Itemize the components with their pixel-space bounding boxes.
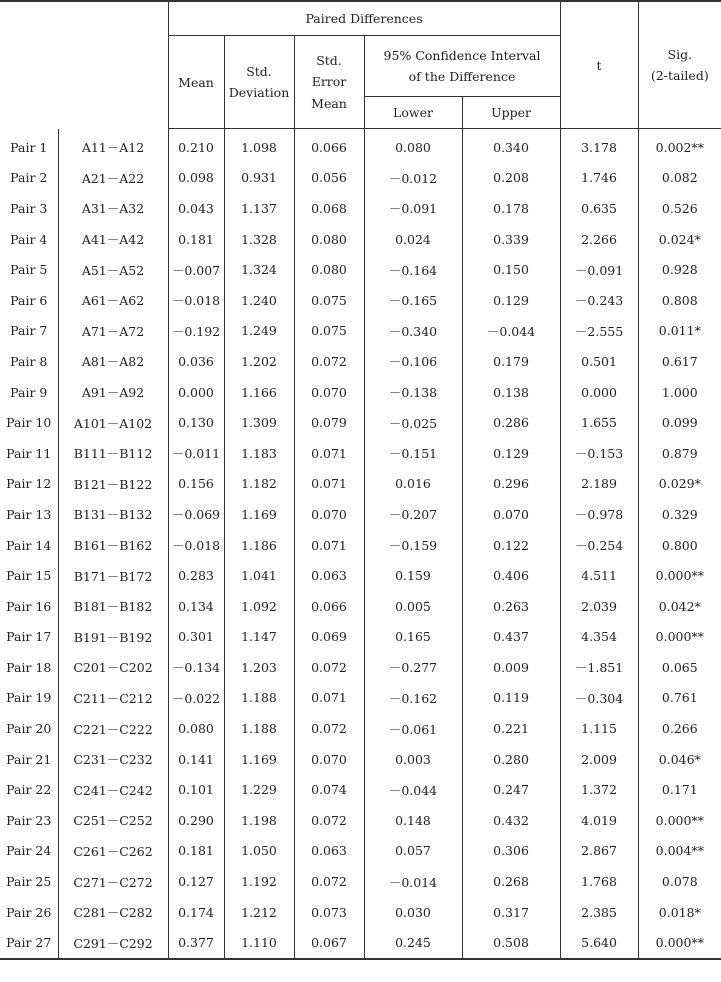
mean-cell: －0.018 — [168, 285, 224, 316]
table-row — [0, 469, 721, 500]
header-std-deviation-line2: Deviation — [228, 85, 290, 100]
variable-pair: C261－C262 — [58, 836, 168, 867]
table-row — [0, 836, 721, 867]
ci-upper-cell: 0.268 — [462, 866, 560, 897]
ci-upper-cell: 0.286 — [462, 407, 560, 438]
pair-label: Pair 27 — [0, 927, 58, 959]
std-deviation-cell: 1.050 — [224, 836, 294, 867]
variable-pair: C201－C202 — [58, 652, 168, 683]
mean-cell: 0.036 — [168, 346, 224, 377]
variable-pair: A21－A22 — [58, 163, 168, 194]
t-value-cell: －0.978 — [560, 499, 638, 530]
header-ci-line2: of the Difference — [408, 69, 516, 84]
pair-label: Pair 7 — [10, 323, 48, 339]
std-deviation-cell: 1.182 — [224, 469, 294, 500]
header-sig-line2: (2-tailed) — [650, 68, 709, 83]
t-value-cell: 1.746 — [560, 163, 638, 194]
table-row — [0, 927, 721, 959]
table-row — [0, 224, 721, 255]
mean-cell: 0.290 — [168, 805, 224, 836]
header-std-error-line2: Error — [311, 74, 347, 90]
t-value-cell: 3.178 — [560, 129, 638, 163]
std-error-cell: 0.075 — [294, 316, 364, 347]
header-sig-line1: Sig. — [667, 46, 693, 62]
variable-pair: C271－C272 — [58, 866, 168, 897]
header-paired-differences: Paired Differences — [168, 1, 560, 36]
table-row — [0, 285, 721, 316]
std-deviation-cell: 1.110 — [224, 927, 294, 959]
ci-upper-cell: 0.437 — [462, 622, 560, 653]
significance-cell: 0.617 — [638, 346, 721, 377]
t-value-cell: －1.851 — [560, 652, 638, 683]
t-value-cell: 0.000 — [560, 377, 638, 408]
mean-cell: 0.181 — [168, 224, 224, 255]
ci-lower-cell: －0.091 — [364, 193, 462, 224]
ci-upper-cell: 0.122 — [462, 530, 560, 561]
header-upper: Upper — [462, 97, 560, 129]
ci-upper-cell: 0.179 — [462, 346, 560, 377]
mean-cell: 0.141 — [168, 744, 224, 775]
table-row — [0, 744, 721, 775]
table-row — [0, 530, 721, 561]
significance-cell: 0.761 — [638, 683, 721, 714]
std-error-cell: 0.072 — [294, 866, 364, 897]
variable-pair: C221－C222 — [58, 713, 168, 744]
ci-lower-cell: －0.277 — [364, 652, 462, 683]
table-row — [0, 805, 721, 836]
std-deviation-cell: 1.188 — [224, 683, 294, 714]
variable-pair: C251－C252 — [58, 805, 168, 836]
std-deviation-cell: 1.202 — [224, 346, 294, 377]
std-error-cell: 0.072 — [294, 713, 364, 744]
pair-label: Pair 20 — [6, 721, 52, 737]
variable-pair: C291－C292 — [58, 927, 168, 959]
t-value-cell: 2.039 — [560, 591, 638, 622]
significance-cell: 0.078 — [638, 866, 721, 897]
header-std-deviation — [224, 36, 294, 129]
mean-cell: 0.181 — [168, 836, 224, 867]
std-error-cell: 0.070 — [294, 377, 364, 408]
header-mean: Mean — [168, 36, 224, 129]
std-error-cell: 0.063 — [294, 836, 364, 867]
ci-lower-cell: －0.162 — [364, 683, 462, 714]
t-value-cell: 1.372 — [560, 774, 638, 805]
pair-label: Pair 2 — [10, 170, 48, 186]
significance-cell: 0.065 — [638, 652, 721, 683]
mean-cell: 0.000 — [168, 377, 224, 408]
table-row — [0, 591, 721, 622]
pair-label: Pair 3 — [10, 200, 48, 216]
std-error-cell: 0.071 — [294, 530, 364, 561]
table-row — [0, 499, 721, 530]
pair-label: Pair 13 — [6, 506, 52, 522]
std-error-cell: 0.063 — [294, 560, 364, 591]
variable-pair: B111－B112 — [58, 438, 168, 469]
ci-upper-cell: 0.317 — [462, 897, 560, 928]
mean-cell: 0.283 — [168, 560, 224, 591]
significance-cell: 0.000** — [638, 927, 721, 959]
significance-cell: 0.042* — [638, 591, 721, 622]
table-row — [0, 193, 721, 224]
std-error-cell: 0.072 — [294, 652, 364, 683]
ci-lower-cell: 0.057 — [364, 836, 462, 867]
pair-label: Pair 11 — [6, 445, 52, 461]
pair-label: Pair 9 — [10, 384, 48, 400]
pair-label: Pair 18 — [6, 659, 52, 675]
mean-cell: －0.192 — [168, 316, 224, 347]
ci-upper-cell: 0.296 — [462, 469, 560, 500]
header-confidence-interval — [364, 36, 560, 97]
std-deviation-cell: 1.212 — [224, 897, 294, 928]
ci-lower-cell: 0.003 — [364, 744, 462, 775]
mean-cell: 0.377 — [168, 927, 224, 959]
table-row — [0, 316, 721, 347]
pair-label: Pair 24 — [6, 843, 52, 859]
header-ci-line1: 95% Confidence Interval — [383, 47, 541, 63]
mean-cell: 0.101 — [168, 774, 224, 805]
t-value-cell: 1.115 — [560, 713, 638, 744]
pair-label: Pair 19 — [6, 690, 52, 706]
ci-upper-cell: 0.432 — [462, 805, 560, 836]
mean-cell: 0.043 — [168, 193, 224, 224]
ci-upper-cell: 0.263 — [462, 591, 560, 622]
mean-cell: 0.127 — [168, 866, 224, 897]
mean-cell: 0.301 — [168, 622, 224, 653]
t-value-cell: 2.189 — [560, 469, 638, 500]
pair-label: Pair 12 — [6, 476, 52, 492]
ci-upper-cell: 0.340 — [462, 129, 560, 163]
variable-pair: A11－A12 — [58, 129, 168, 163]
significance-cell: 0.808 — [638, 285, 721, 316]
ci-upper-cell: 0.129 — [462, 285, 560, 316]
std-error-cell: 0.080 — [294, 254, 364, 285]
ci-upper-cell: 0.208 — [462, 163, 560, 194]
table-row — [0, 438, 721, 469]
ci-upper-cell: 0.280 — [462, 744, 560, 775]
significance-cell: 0.526 — [638, 193, 721, 224]
std-deviation-cell: 1.098 — [224, 129, 294, 163]
table-row — [0, 377, 721, 408]
mean-cell: －0.069 — [168, 499, 224, 530]
significance-cell: 0.004** — [638, 836, 721, 867]
table-row — [0, 129, 721, 163]
std-deviation-cell: 1.183 — [224, 438, 294, 469]
mean-cell: 0.098 — [168, 163, 224, 194]
pair-label: Pair 14 — [6, 537, 52, 553]
std-deviation-cell: 1.188 — [224, 713, 294, 744]
table-row — [0, 652, 721, 683]
header-t: t — [560, 1, 638, 129]
ci-lower-cell: 0.080 — [364, 129, 462, 163]
header-std-error-line1: Std. — [316, 53, 342, 69]
header-std-error-mean — [294, 36, 364, 129]
significance-cell: 0.029* — [638, 469, 721, 500]
significance-cell: 0.024* — [638, 224, 721, 255]
std-error-cell: 0.080 — [294, 224, 364, 255]
std-deviation-cell: 1.240 — [224, 285, 294, 316]
std-error-cell: 0.071 — [294, 469, 364, 500]
std-error-cell: 0.066 — [294, 129, 364, 163]
significance-cell: 0.011* — [638, 316, 721, 347]
table-row — [0, 163, 721, 194]
std-error-cell: 0.070 — [294, 499, 364, 530]
significance-cell: 1.000 — [638, 377, 721, 408]
t-value-cell: －0.304 — [560, 683, 638, 714]
std-error-cell: 0.068 — [294, 193, 364, 224]
table-row — [0, 254, 721, 285]
variable-pair: B161－B162 — [58, 530, 168, 561]
std-deviation-cell: 1.137 — [224, 193, 294, 224]
table-row — [0, 683, 721, 714]
mean-cell: 0.130 — [168, 407, 224, 438]
std-deviation-cell: 1.249 — [224, 316, 294, 347]
mean-cell: 0.156 — [168, 469, 224, 500]
std-error-cell: 0.071 — [294, 683, 364, 714]
ci-lower-cell: －0.165 — [364, 285, 462, 316]
pair-label: Pair 6 — [10, 292, 48, 308]
ci-lower-cell: 0.030 — [364, 897, 462, 928]
std-deviation-cell: 1.203 — [224, 652, 294, 683]
std-error-cell: 0.070 — [294, 744, 364, 775]
ci-upper-cell: 0.138 — [462, 377, 560, 408]
pair-label: Pair 21 — [6, 751, 52, 767]
ci-lower-cell: －0.151 — [364, 438, 462, 469]
mean-cell: －0.018 — [168, 530, 224, 561]
std-error-cell: 0.056 — [294, 163, 364, 194]
ci-lower-cell: －0.106 — [364, 346, 462, 377]
table-row — [0, 866, 721, 897]
t-value-cell: 4.019 — [560, 805, 638, 836]
t-value-cell: 2.867 — [560, 836, 638, 867]
ci-lower-cell: 0.016 — [364, 469, 462, 500]
ci-upper-cell: 0.178 — [462, 193, 560, 224]
ci-lower-cell: 0.005 — [364, 591, 462, 622]
significance-cell: 0.082 — [638, 163, 721, 194]
significance-cell: 0.171 — [638, 774, 721, 805]
mean-cell: －0.007 — [168, 254, 224, 285]
std-error-cell: 0.069 — [294, 622, 364, 653]
pair-label: Pair 25 — [6, 874, 52, 890]
header-corner-cell — [0, 1, 168, 129]
pair-label: Pair 17 — [6, 629, 52, 645]
significance-cell: 0.099 — [638, 407, 721, 438]
pair-label: Pair 4 — [10, 231, 48, 247]
std-deviation-cell: 1.324 — [224, 254, 294, 285]
variable-pair: B131－B132 — [58, 499, 168, 530]
std-deviation-cell: 1.198 — [224, 805, 294, 836]
mean-cell: －0.011 — [168, 438, 224, 469]
variable-pair: B121－B122 — [58, 469, 168, 500]
ci-upper-cell: 0.247 — [462, 774, 560, 805]
ci-lower-cell: －0.061 — [364, 713, 462, 744]
significance-cell: 0.266 — [638, 713, 721, 744]
ci-lower-cell: －0.012 — [364, 163, 462, 194]
variable-pair: A41－A42 — [58, 224, 168, 255]
ci-lower-cell: －0.207 — [364, 499, 462, 530]
std-error-cell: 0.072 — [294, 346, 364, 377]
variable-pair: A31－A32 — [58, 193, 168, 224]
std-error-cell: 0.073 — [294, 897, 364, 928]
std-error-cell: 0.067 — [294, 927, 364, 959]
significance-cell: 0.002** — [638, 129, 721, 163]
pair-label: Pair 22 — [6, 782, 52, 798]
significance-cell: 0.800 — [638, 530, 721, 561]
variable-pair: B181－B182 — [58, 591, 168, 622]
variable-pair: A71－A72 — [58, 316, 168, 347]
variable-pair: B171－B172 — [58, 560, 168, 591]
std-deviation-cell: 1.328 — [224, 224, 294, 255]
t-value-cell: －0.243 — [560, 285, 638, 316]
t-value-cell: 4.511 — [560, 560, 638, 591]
pair-label: Pair 8 — [10, 353, 48, 369]
t-value-cell: 5.640 — [560, 927, 638, 959]
std-error-cell: 0.066 — [294, 591, 364, 622]
t-value-cell: －0.153 — [560, 438, 638, 469]
table-body — [0, 129, 721, 960]
std-deviation-cell: 0.931 — [224, 163, 294, 194]
std-error-cell: 0.079 — [294, 407, 364, 438]
ci-lower-cell: －0.044 — [364, 774, 462, 805]
t-value-cell: －0.091 — [560, 254, 638, 285]
ci-upper-cell: －0.044 — [462, 316, 560, 347]
mean-cell: 0.134 — [168, 591, 224, 622]
ci-upper-cell: 0.070 — [462, 499, 560, 530]
ci-upper-cell: 0.306 — [462, 836, 560, 867]
table-row — [0, 774, 721, 805]
header-sig — [638, 1, 721, 129]
ci-lower-cell: －0.138 — [364, 377, 462, 408]
table-row — [0, 560, 721, 591]
t-value-cell: 2.385 — [560, 897, 638, 928]
ci-lower-cell: 0.024 — [364, 224, 462, 255]
variable-pair: A61－A62 — [58, 285, 168, 316]
ci-upper-cell: 0.150 — [462, 254, 560, 285]
variable-pair: A101－A102 — [58, 407, 168, 438]
std-error-cell: 0.072 — [294, 805, 364, 836]
table-row — [0, 622, 721, 653]
ci-lower-cell: 0.245 — [364, 927, 462, 959]
t-value-cell: 1.768 — [560, 866, 638, 897]
mean-cell: －0.022 — [168, 683, 224, 714]
significance-cell: 0.018* — [638, 897, 721, 928]
ci-upper-cell: 0.129 — [462, 438, 560, 469]
ci-upper-cell: 0.406 — [462, 560, 560, 591]
variable-pair: C211－C212 — [58, 683, 168, 714]
std-deviation-cell: 1.192 — [224, 866, 294, 897]
std-deviation-cell: 1.147 — [224, 622, 294, 653]
variable-pair: C281－C282 — [58, 897, 168, 928]
t-value-cell: 0.635 — [560, 193, 638, 224]
header-std-error-line3: Mean — [311, 95, 347, 111]
std-deviation-cell: 1.041 — [224, 560, 294, 591]
table-row — [0, 346, 721, 377]
significance-cell: 0.000** — [638, 622, 721, 653]
std-deviation-cell: 1.309 — [224, 407, 294, 438]
significance-cell: 0.928 — [638, 254, 721, 285]
ci-lower-cell: －0.164 — [364, 254, 462, 285]
pair-label: Pair 5 — [10, 262, 48, 278]
variable-pair: B191－B192 — [58, 622, 168, 653]
t-value-cell: 4.354 — [560, 622, 638, 653]
mean-cell: －0.134 — [168, 652, 224, 683]
pair-label: Pair 10 — [6, 415, 52, 431]
pair-label: Pair 15 — [6, 568, 52, 584]
t-value-cell: 1.655 — [560, 407, 638, 438]
std-error-cell: 0.075 — [294, 285, 364, 316]
t-value-cell: 2.009 — [560, 744, 638, 775]
table-row — [0, 713, 721, 744]
significance-cell: 0.046* — [638, 744, 721, 775]
ci-upper-cell: 0.339 — [462, 224, 560, 255]
variable-pair: A81－A82 — [58, 346, 168, 377]
std-deviation-cell: 1.229 — [224, 774, 294, 805]
ci-upper-cell: 0.221 — [462, 713, 560, 744]
t-value-cell: －2.555 — [560, 316, 638, 347]
pair-label: Pair 26 — [6, 904, 52, 920]
significance-cell: 0.879 — [638, 438, 721, 469]
ci-lower-cell: －0.014 — [364, 866, 462, 897]
pair-label: Pair 23 — [6, 812, 52, 828]
significance-cell: 0.329 — [638, 499, 721, 530]
variable-pair: A51－A52 — [58, 254, 168, 285]
std-deviation-cell: 1.092 — [224, 591, 294, 622]
t-value-cell: 0.501 — [560, 346, 638, 377]
table-header — [0, 1, 721, 129]
ci-lower-cell: －0.159 — [364, 530, 462, 561]
variable-pair: C241－C242 — [58, 774, 168, 805]
t-value-cell: 2.266 — [560, 224, 638, 255]
ci-upper-cell: 0.009 — [462, 652, 560, 683]
ci-lower-cell: 0.148 — [364, 805, 462, 836]
ci-lower-cell: 0.165 — [364, 622, 462, 653]
significance-cell: 0.000** — [638, 560, 721, 591]
table-row — [0, 407, 721, 438]
mean-cell: 0.174 — [168, 897, 224, 928]
header-std-deviation-line1: Std. — [246, 63, 272, 79]
ci-lower-cell: －0.025 — [364, 407, 462, 438]
pair-label: Pair 16 — [6, 598, 52, 614]
ci-upper-cell: 0.508 — [462, 927, 560, 959]
significance-cell: 0.000** — [638, 805, 721, 836]
pair-label: Pair 1 — [10, 139, 48, 155]
ci-upper-cell: 0.119 — [462, 683, 560, 714]
t-value-cell: －0.254 — [560, 530, 638, 561]
mean-cell: 0.080 — [168, 713, 224, 744]
ci-lower-cell: 0.159 — [364, 560, 462, 591]
ci-lower-cell: －0.340 — [364, 316, 462, 347]
variable-pair: C231－C232 — [58, 744, 168, 775]
mean-cell: 0.210 — [168, 129, 224, 163]
variable-pair: A91－A92 — [58, 377, 168, 408]
std-deviation-cell: 1.186 — [224, 530, 294, 561]
std-error-cell: 0.074 — [294, 774, 364, 805]
std-error-cell: 0.071 — [294, 438, 364, 469]
std-deviation-cell: 1.169 — [224, 499, 294, 530]
std-deviation-cell: 1.169 — [224, 744, 294, 775]
std-deviation-cell: 1.166 — [224, 377, 294, 408]
header-lower: Lower — [364, 97, 462, 129]
table-row — [0, 897, 721, 928]
